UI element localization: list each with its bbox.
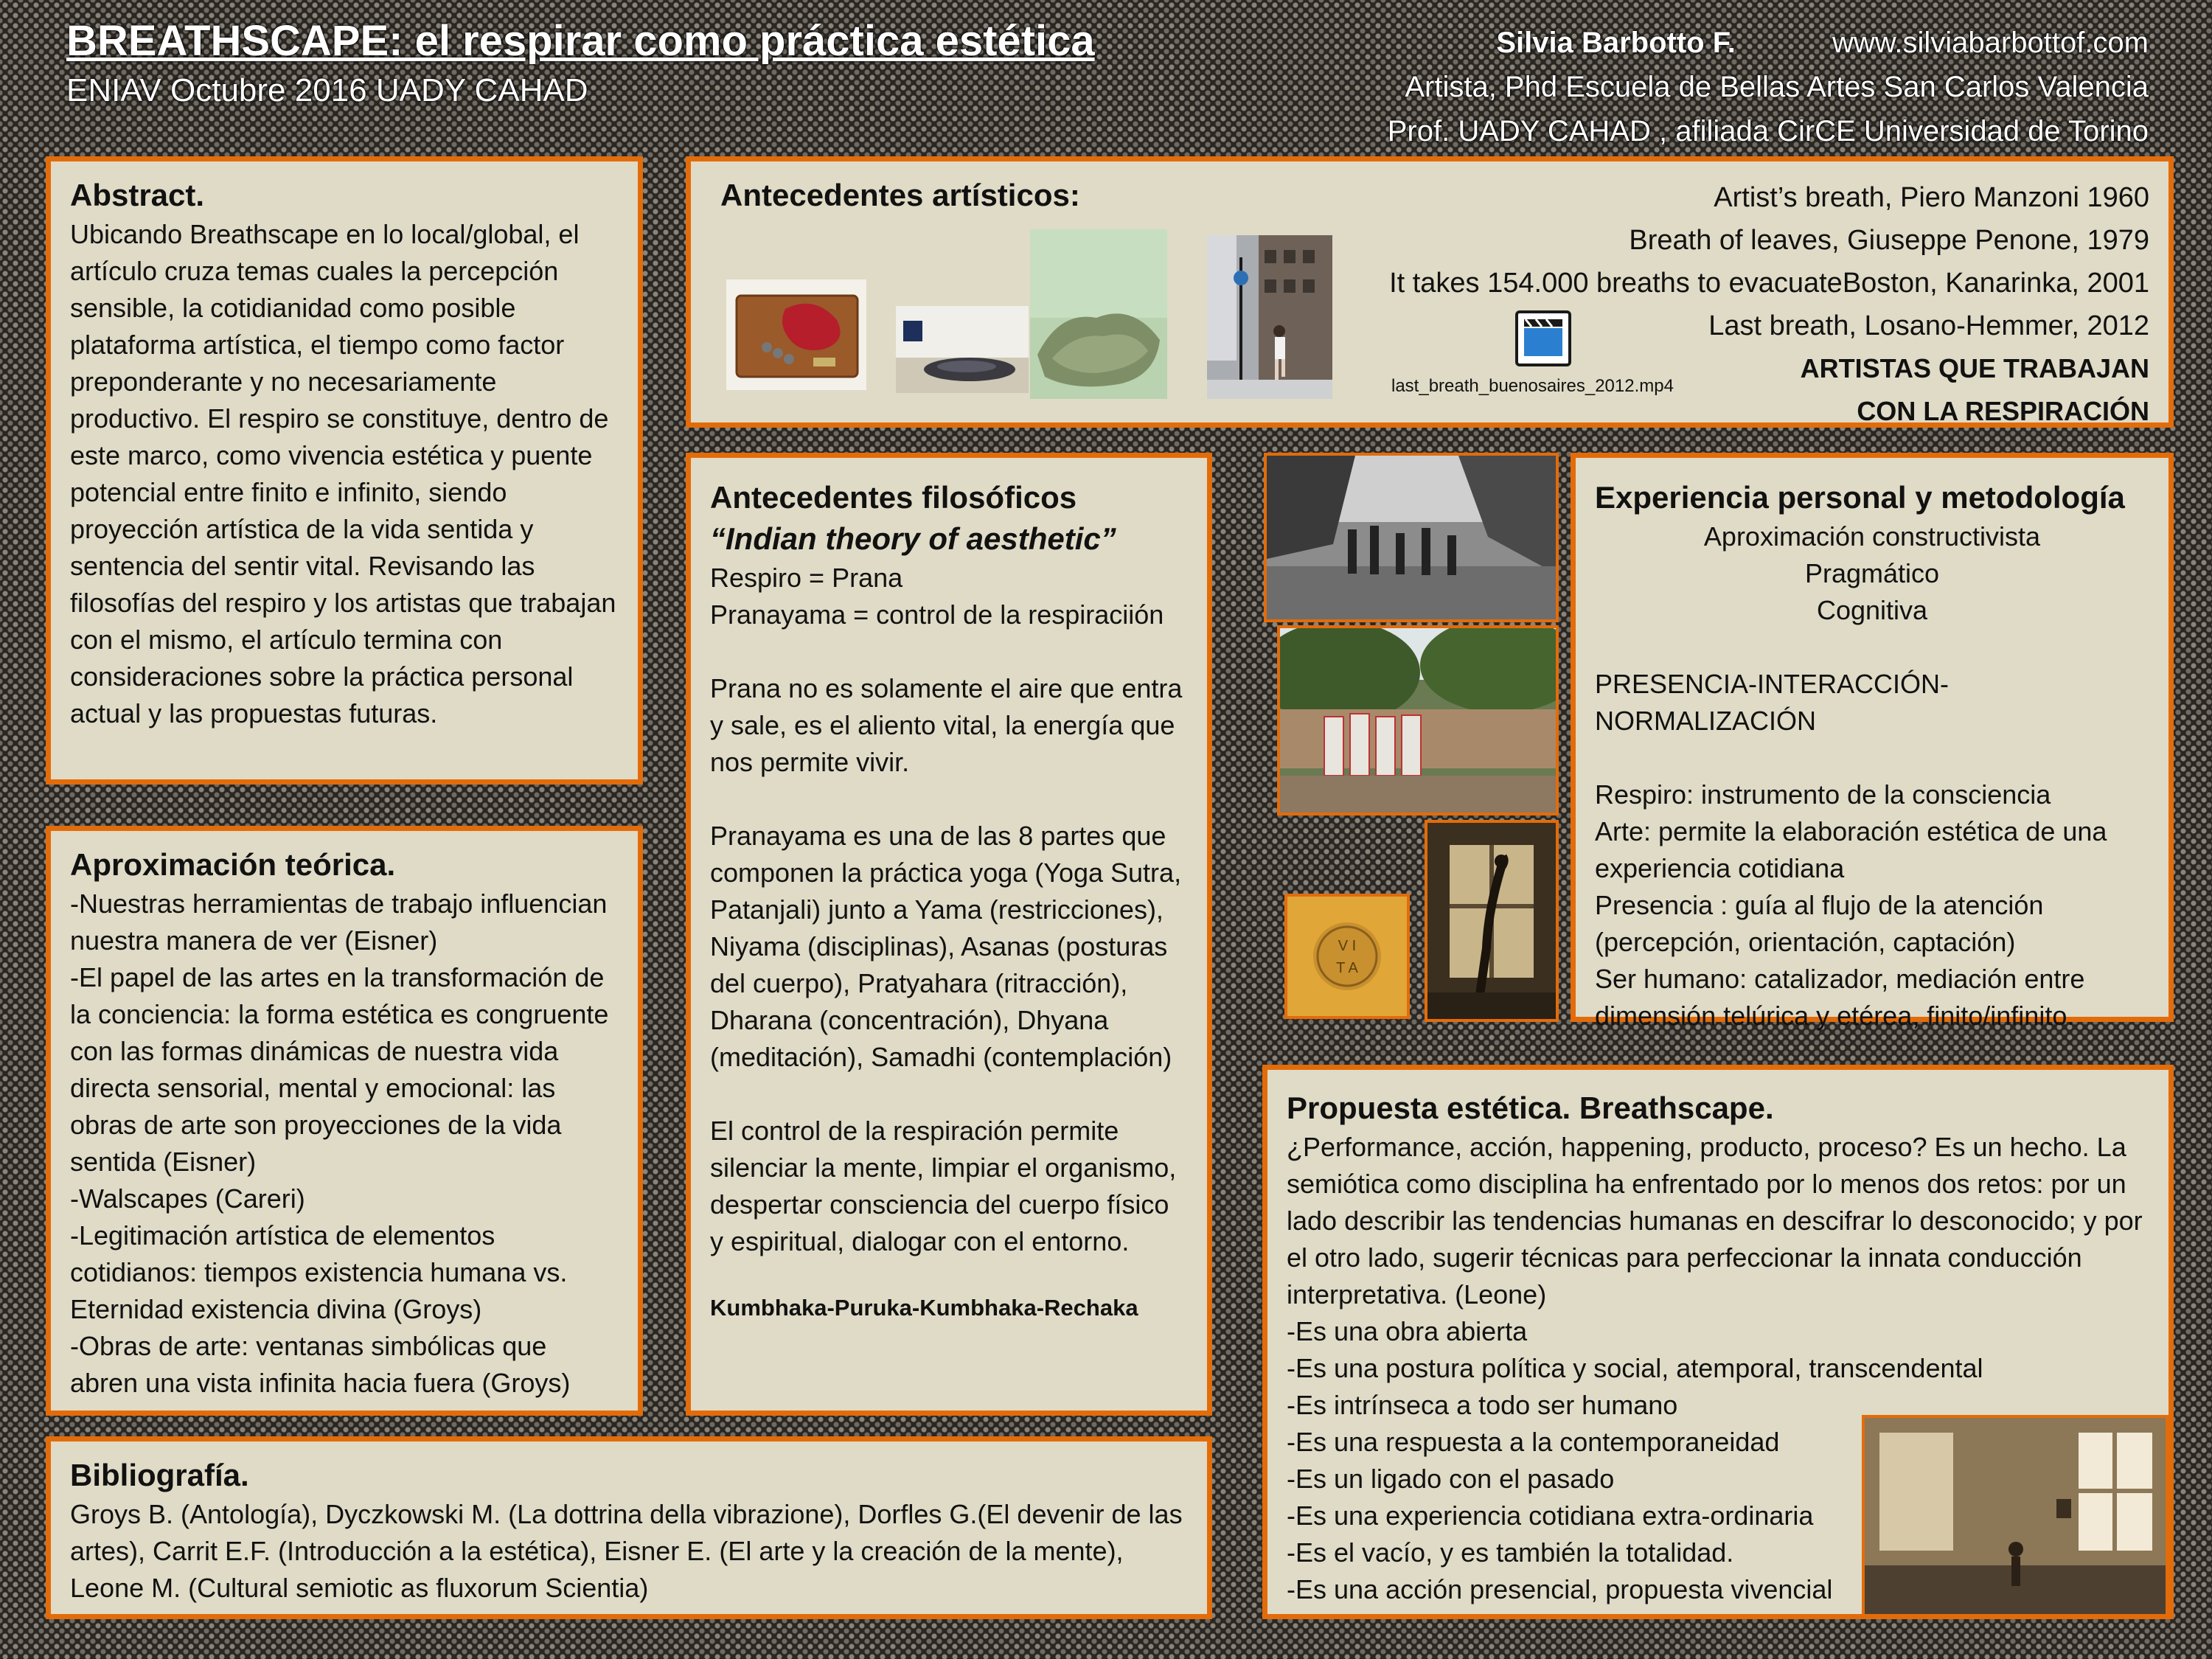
theory-item: -Nuestras herramientas de trabajo influencian nuestra manera de ver (Eisner) — [70, 888, 608, 956]
breathing-sequence: Kumbhaka-Puruka-Kumbhaka-Rechaka — [710, 1295, 1138, 1321]
vita-logo — [1284, 894, 1410, 1019]
proposal-point: -Es una acción presencial, propuesta vivencial — [1287, 1574, 1833, 1604]
poster-title: BREATHSCAPE: el respirar como práctica estética — [66, 17, 1095, 65]
approach-cognitive: Cognitiva — [1816, 595, 1928, 625]
proposal-point: -Es el vacío, y es también la totalidad. — [1287, 1537, 1734, 1568]
bibliography-panel — [46, 1436, 1212, 1619]
presence-interaction-line: PRESENCIA-INTERACCIÓN-NORMALIZACIÓN — [1595, 669, 1950, 736]
experience-item: Presencia : guía al flujo de la atención (percepción, orientación, captación) — [1595, 890, 2044, 957]
theory-item: -El papel de las artes en la transformación de la conciencia: la forma estética es congruente con las formas dinámicas de nuestra vida directa sensorial, mental y emocional: las obras de arte son proyecciones de la vida sentida (Eisner) — [70, 962, 609, 1177]
philosophy-paragraph-3: El control de la respiración permite silenciar la mente, limpiar el organismo, despertar consciencia del cuerpo físico y espiritual, dialogar con el entorno. — [710, 1116, 1177, 1256]
leaves-artwork-image — [1030, 229, 1167, 399]
kanarinka-street-image — [1207, 235, 1332, 399]
artist-work: Last breath, Losano-Hemmer, 2012 — [1708, 310, 2149, 341]
artists-summary-line-2: CON LA RESPIRACIÓN — [1857, 396, 2149, 426]
author-block — [1388, 21, 2149, 153]
theory-item: -Legitimación artística de elementos cotidianos: tiempos existencia humana vs. Eternidad existencia divina (Groys) — [70, 1220, 568, 1324]
bibliography-heading: Bibliografía. — [70, 1458, 249, 1492]
artist-work: It takes 154.000 breaths to evacuateBoston, Kanarinka, 2001 — [1389, 268, 2149, 299]
theory-item: -Walscapes (Careri) — [70, 1183, 305, 1214]
experience-item: Ser humano: catalizador, mediación entre dimensión telúrica y etérea, finito/infinito. — [1595, 964, 2085, 1031]
theory-item: -Obras de arte: ventanas simbólicas que abren una vista infinita hacia fuera (Groys) — [70, 1331, 571, 1398]
author-line — [1388, 21, 2149, 65]
room-performance-photo — [1862, 1415, 2168, 1617]
proposal-intro: ¿Performance, acción, happening, producto, proceso? Es un hecho. La semiótica como disciplina ha enfrentado por lo menos dos retos: por un lado describir las tendencias humanas en descifrar lo desconocido; y por el otro lado, sugerir técnicas para perfeccionar la innata conducción interpretativa. (Leone) — [1287, 1132, 2143, 1310]
experience-panel — [1571, 453, 2174, 1031]
penone-gallery-image — [896, 306, 1029, 393]
window-pose-photo — [1425, 820, 1559, 1022]
poster-subtitle: ENIAV Octubre 2016 UADY CAHAD — [66, 72, 588, 108]
artists-summary-line-1: ARTISTAS QUE TRABAJAN — [1800, 353, 2149, 383]
proposal-point: -Es una obra abierta — [1287, 1316, 1528, 1346]
artistic-panel — [686, 156, 2174, 428]
experience-item: Respiro: instrumento de la consciencia — [1595, 779, 2051, 810]
author-affiliation-1: Artista, Phd Escuela de Bellas Artes San Carlos Valencia — [1405, 71, 2149, 103]
proposal-point: -Es una experiencia cotidiana extra-ordinaria — [1287, 1500, 1814, 1531]
experience-heading: Experiencia personal y metodología — [1595, 480, 2125, 515]
vita-logo-letters-top: V I — [1338, 938, 1357, 954]
artist-work: Artist’s breath, Piero Manzoni 1960 — [1714, 182, 2149, 213]
artistic-heading: Antecedentes artísticos: — [720, 178, 1080, 212]
theory-panel — [46, 826, 643, 1416]
abstract-panel — [46, 156, 643, 785]
author-affiliation-2: Prof. UADY CAHAD , afiliada CirCE Universidad de Torino — [1387, 115, 2149, 147]
proposal-point: -Es intrínseca a todo ser humano — [1287, 1390, 1678, 1420]
approach-constructivist: Aproximación constructivista — [1703, 521, 2041, 552]
prana-definition: Respiro = Prana — [710, 563, 903, 593]
courtyard-installation-photo — [1277, 625, 1559, 815]
pranayama-definition: Pranayama = control de la respiraciión — [710, 599, 1164, 630]
philosophy-paragraph-2: Pranayama es una de las 8 partes que componen la práctica yoga (Yoga Sutra, Patanjali) junto a Yama (restricciones), Niyama (disciplinas), Asanas (posturas del cuerpo), Pratyahara (ritracción), Dharana (concentración), Dhyana (meditación), Samadhi (contemplación) — [710, 821, 1182, 1072]
author-website[interactable]: www.silviabarbottof.com — [1832, 27, 2149, 59]
theory-heading: Aproximación teórica. — [70, 847, 396, 882]
artists-list — [1389, 176, 2149, 433]
vita-logo-letters-bottom: T A — [1336, 960, 1358, 976]
group-performance-photo — [1264, 453, 1559, 622]
abstract-heading: Abstract. — [70, 178, 205, 212]
author-name: Silvia Barbotto F. — [1496, 27, 1736, 59]
philosophy-panel — [686, 453, 1212, 1416]
proposal-heading: Propuesta estética. Breathscape. — [1287, 1091, 1774, 1125]
video-file-name[interactable]: last_breath_buenosaires_2012.mp4 — [1391, 376, 1674, 396]
philosophy-paragraph-1: Prana no es solamente el aire que entra y sale, es el aliento vital, la energía que nos permite vivir. — [710, 673, 1183, 777]
approach-pragmatic: Pragmático — [1804, 558, 1940, 588]
artist-work: Breath of leaves, Giuseppe Penone, 1979 — [1629, 225, 2149, 256]
philosophy-subheading: “Indian theory of aesthetic” — [710, 521, 1116, 556]
proposal-point: -Es un ligado con el pasado — [1287, 1464, 1615, 1494]
bibliography-body: Groys B. (Antología), Dyczkowski M. (La dottrina della vibrazione), Dorfles G.(El devenir de las artes), Carrit E.F. (Introducción a la estética), Eisner E. (El arte y la creación de la mente), Leone M. (Cultural semiotic as fluxorum Scientia) — [70, 1499, 1183, 1603]
proposal-panel — [1262, 1065, 2174, 1619]
proposal-point: -Es una postura política y social, atemporal, transcendental — [1287, 1353, 1983, 1383]
proposal-point: -Es una respuesta a la contemporaneidad — [1287, 1427, 1780, 1457]
manzoni-artwork-image — [726, 279, 866, 390]
experience-item: Arte: permite la elaboración estética de una experiencia cotidiana — [1595, 816, 2107, 883]
abstract-body: Ubicando Breathscape en lo local/global, el artículo cruza temas cuales la percepción sensible, la cotidianidad como posible plataforma artística, el tiempo como factor preponderante y no necesariamente productivo. El respiro se constituye, dentro de este marco, como vivencia estética y puente potencial entre finito e infinito, siendo proyección artística de la vida sentida y sentencia del sentir vital. Revisando las filosofías del respiro y los artistas que trabajan con el mismo, el artículo termina con consideraciones sobre la práctica personal actual y las propuestas futuras. — [70, 219, 616, 728]
philosophy-heading: Antecedentes filosóficos — [710, 480, 1077, 515]
